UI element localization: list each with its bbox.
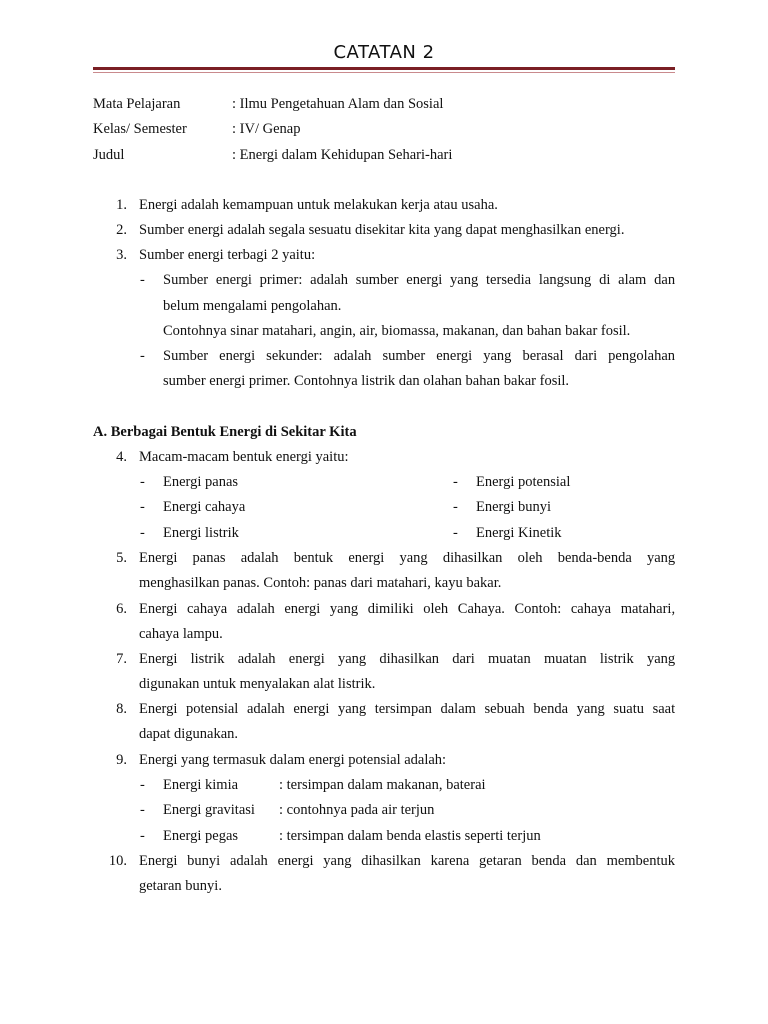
meta-value: : IV/ Genap [232, 121, 301, 137]
list-item-text: Energi yang termasuk dalam energi potensial adalah: [139, 752, 447, 768]
bullet-dash: - [140, 802, 145, 818]
bullet-dash: - [140, 348, 145, 364]
list-number: 7. [116, 651, 127, 667]
bullet-dash: - [140, 499, 145, 515]
list-item-text: Energi cahaya adalah energi yang dimiliki oleh Cahaya. Contoh: cahaya matahari, [139, 601, 675, 617]
meta-value: : Energi dalam Kehidupan Sehari-hari [232, 147, 453, 163]
section-heading: A. Berbagai Bentuk Energi di Sekitar Kita [93, 424, 357, 440]
title-divider-thin [93, 72, 675, 73]
sub-item-text: sumber energi primer. Contohnya listrik dan olahan bahan bakar fosil. [163, 373, 570, 389]
list-item-text: Energi listrik adalah energi yang dihasilkan dari muatan muatan listrik yang [139, 651, 675, 667]
list-item-text: Energi bunyi adalah energi yang dihasilkan karena getaran benda dan membentuk [139, 853, 675, 869]
potential-energy-name: Energi pegas [163, 828, 239, 844]
bullet-dash: - [140, 828, 145, 844]
list-item-text: Sumber energi terbagi 2 yaitu: [139, 247, 316, 263]
list-item-text: digunakan untuk menyalakan alat listrik. [139, 676, 376, 692]
meta-value: : Ilmu Pengetahuan Alam dan Sosial [232, 96, 444, 112]
list-item-text: dapat digunakan. [139, 726, 239, 742]
energy-form-right: Energi potensial [476, 474, 571, 490]
potential-energy-desc: : tersimpan dalam makanan, baterai [279, 777, 486, 793]
sub-item-text: belum mengalami pengolahan. [163, 298, 342, 314]
sub-item-text: Contohnya sinar matahari, angin, air, biomassa, makanan, dan bahan bakar fosil. [163, 323, 631, 339]
list-number: 6. [116, 601, 127, 617]
potential-energy-desc: : contohnya pada air terjun [279, 802, 435, 818]
meta-label: Mata Pelajaran [93, 96, 181, 112]
bullet-dash: - [140, 474, 145, 490]
list-number: 10. [108, 853, 127, 869]
energy-form-left: Energi listrik [163, 525, 239, 541]
bullet-dash: - [453, 474, 458, 490]
list-item-text: getaran bunyi. [139, 878, 222, 894]
energy-form-right: Energi Kinetik [476, 525, 562, 541]
bullet-dash: - [453, 525, 458, 541]
list-number: 1. [116, 197, 127, 213]
list-number: 4. [116, 449, 127, 465]
title-divider-thick [93, 67, 675, 70]
list-item-text: Sumber energi adalah segala sesuatu disekitar kita yang dapat menghasilkan energi. [139, 222, 625, 238]
list-number: 9. [116, 752, 127, 768]
meta-label: Kelas/ Semester [93, 121, 187, 137]
list-item-text: Energi panas adalah bentuk energi yang dihasilkan oleh benda-benda yang [139, 550, 675, 566]
energy-form-left: Energi cahaya [163, 499, 246, 515]
list-item-text: Macam-macam bentuk energi yaitu: [139, 449, 349, 465]
list-number: 3. [116, 247, 127, 263]
meta-label: Judul [93, 147, 125, 163]
bullet-dash: - [453, 499, 458, 515]
bullet-dash: - [140, 777, 145, 793]
list-item-text: cahaya lampu. [139, 626, 223, 642]
energy-form-left: Energi panas [163, 474, 239, 490]
potential-energy-desc: : tersimpan dalam benda elastis seperti terjun [279, 828, 541, 844]
potential-energy-name: Energi gravitasi [163, 802, 255, 818]
bullet-dash: - [140, 525, 145, 541]
page-title: CATATAN 2 [333, 42, 435, 63]
list-item-text: menghasilkan panas. Contoh: panas dari matahari, kayu bakar. [139, 575, 502, 591]
bullet-dash: - [140, 272, 145, 288]
energy-form-right: Energi bunyi [476, 499, 552, 515]
sub-item-text: Sumber energi primer: adalah sumber energi yang tersedia langsung di alam dan [163, 272, 675, 288]
list-number: 8. [116, 701, 127, 717]
sub-item-text: Sumber energi sekunder: adalah sumber energi yang berasal dari pengolahan [163, 348, 675, 364]
potential-energy-name: Energi kimia [163, 777, 239, 793]
list-number: 5. [116, 550, 127, 566]
list-item-text: Energi potensial adalah energi yang tersimpan dalam sebuah benda yang suatu saat [139, 701, 675, 717]
list-item-text: Energi adalah kemampuan untuk melakukan kerja atau usaha. [139, 197, 498, 213]
list-number: 2. [116, 222, 127, 238]
